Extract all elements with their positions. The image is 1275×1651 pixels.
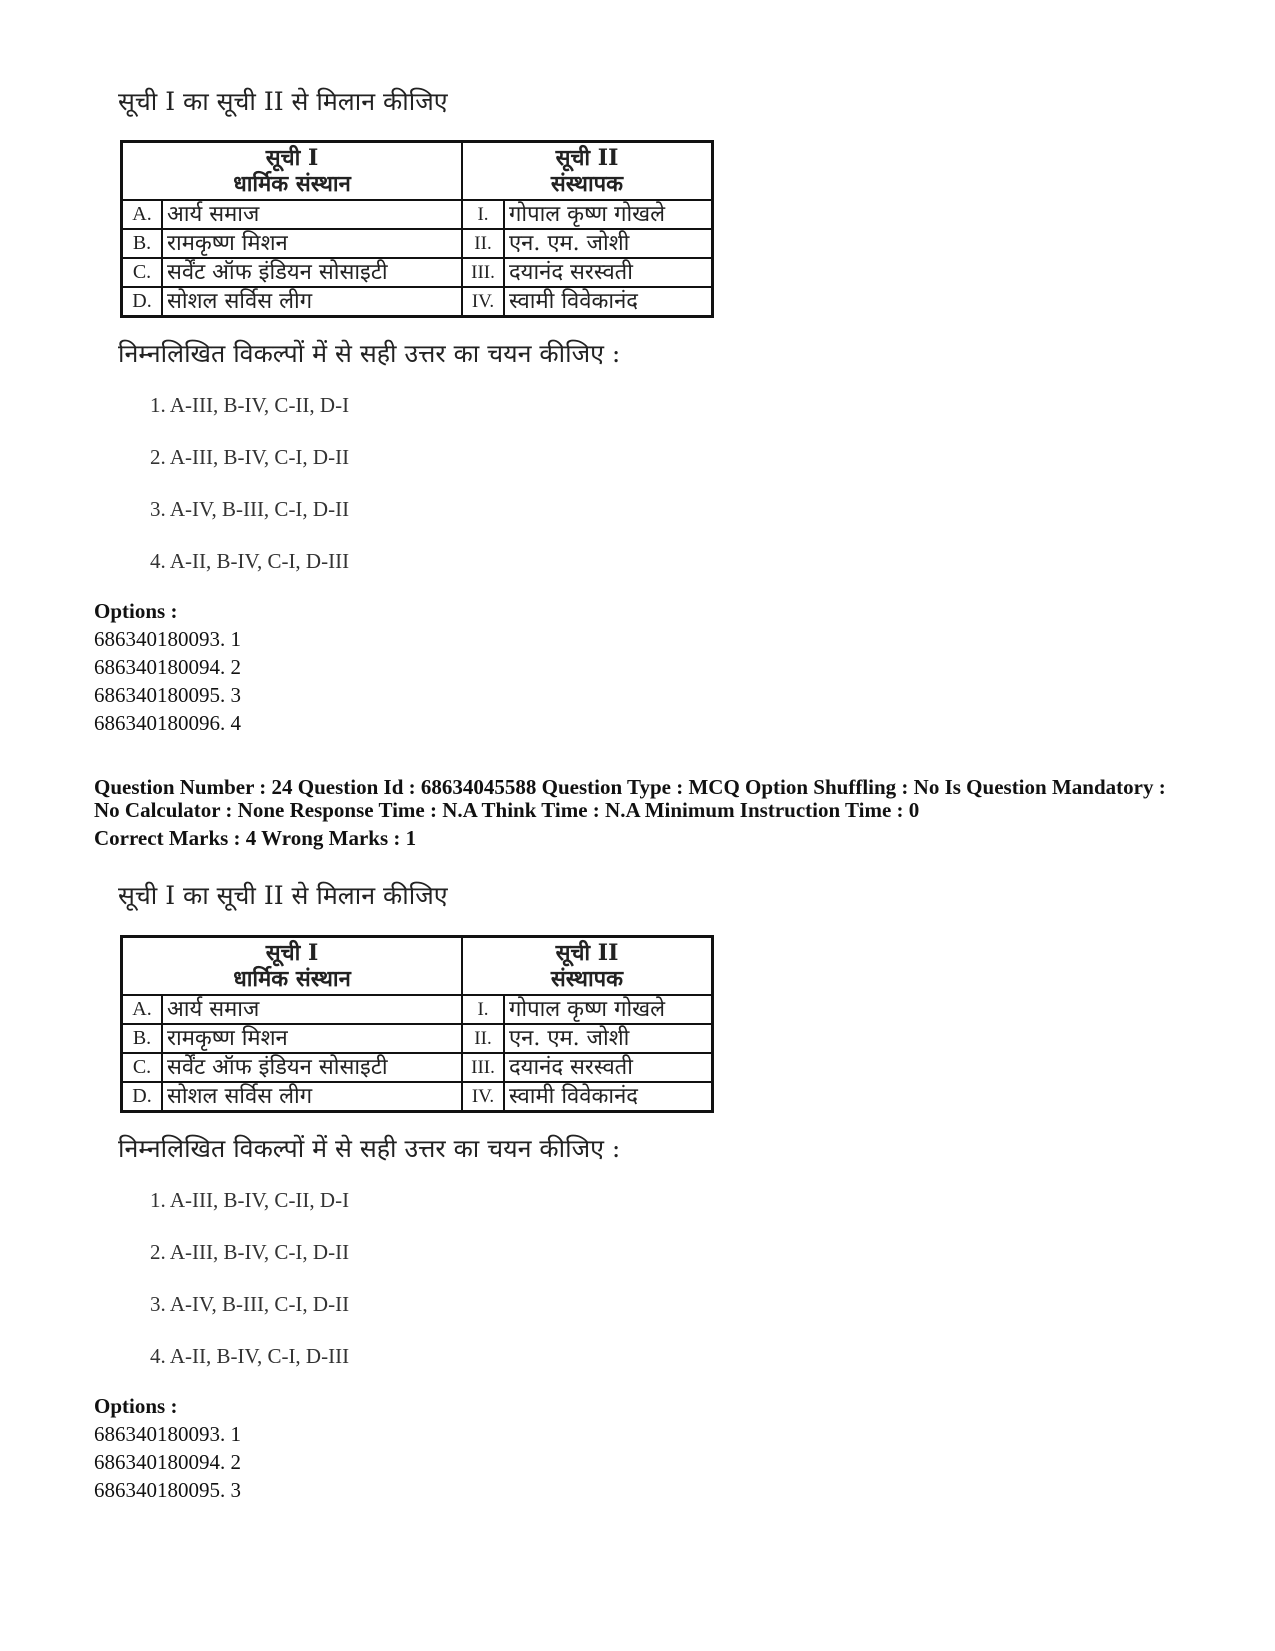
table-row — [122, 258, 713, 287]
list-1-title: सूची I — [265, 145, 319, 171]
row-label: A. — [122, 200, 163, 229]
choice-item: 2. A-III, B-IV, C-I, D-II — [150, 1240, 350, 1264]
list-1-title: सूची I — [265, 940, 319, 966]
row-label: C. — [122, 258, 163, 287]
list-1-subtitle: धार्मिक संस्थान — [233, 171, 351, 197]
question-marks-line: Correct Marks : 4 Wrong Marks : 1 — [94, 826, 417, 850]
row-text: सोशल सर्विस लीग — [162, 287, 462, 317]
question-intro: सूची I का सूची II से मिलान कीजिए — [118, 87, 448, 116]
row-text: सोशल सर्विस लीग — [162, 1082, 462, 1112]
list-1-header — [122, 937, 463, 996]
list-2-title: सूची II — [555, 940, 619, 966]
table-row — [122, 200, 713, 229]
table-header-row — [122, 142, 713, 201]
choice-item: 1. A-III, B-IV, C-II, D-I — [150, 393, 350, 417]
table-header-row — [122, 937, 713, 996]
choice-item: 3. A-IV, B-III, C-I, D-II — [150, 497, 350, 521]
row-label: II. — [462, 229, 504, 258]
row-label: III. — [462, 1053, 504, 1082]
row-label: II. — [462, 1024, 504, 1053]
row-label: III. — [462, 258, 504, 287]
row-text: गोपाल कृष्ण गोखले — [504, 200, 713, 229]
table-row — [122, 287, 713, 317]
option-line: 686340180093. 1 — [94, 627, 241, 651]
row-text: सर्वेंट ऑफ इंडियन सोसाइटी — [162, 258, 462, 287]
option-line: 686340180096. 4 — [94, 711, 241, 735]
option-line: 686340180094. 2 — [94, 1450, 241, 1474]
list-2-subtitle: संस्थापक — [550, 966, 624, 992]
row-text: दयानंद सरस्वती — [504, 258, 713, 287]
choice-item: 4. A-II, B-IV, C-I, D-III — [150, 1344, 350, 1368]
row-label: B. — [122, 1024, 163, 1053]
option-line: 686340180093. 1 — [94, 1422, 241, 1446]
table-row — [122, 1053, 713, 1082]
question-instruction: निम्नलिखित विकल्पों में से सही उत्तर का चयन कीजिए : — [118, 339, 621, 368]
row-text: स्वामी विवेकानंद — [504, 1082, 713, 1112]
row-label: D. — [122, 287, 163, 317]
question-intro: सूची I का सूची II से मिलान कीजिए — [118, 881, 448, 910]
row-text: दयानंद सरस्वती — [504, 1053, 713, 1082]
row-text: स्वामी विवेकानंद — [504, 287, 713, 317]
list-1-subtitle: धार्मिक संस्थान — [233, 966, 351, 992]
row-label: IV. — [462, 1082, 504, 1112]
row-label: B. — [122, 229, 163, 258]
row-label: IV. — [462, 287, 504, 317]
row-label: C. — [122, 1053, 163, 1082]
list-1-header — [122, 142, 463, 201]
row-text: सर्वेंट ऑफ इंडियन सोसाइटी — [162, 1053, 462, 1082]
options-label: Options : — [94, 1394, 178, 1418]
match-table — [120, 140, 714, 318]
row-text: आर्य समाज — [162, 995, 462, 1024]
row-text: एन. एम. जोशी — [504, 229, 713, 258]
option-line: 686340180095. 3 — [94, 1478, 241, 1502]
table-row — [122, 1024, 713, 1053]
row-text: गोपाल कृष्ण गोखले — [504, 995, 713, 1024]
options-label: Options : — [94, 599, 178, 623]
list-2-title: सूची II — [555, 145, 619, 171]
question-meta-line-1: Question Number : 24 Question Id : 68634045588 Question Type : MCQ Option Shuffling : No Is Question Mandatory : — [94, 775, 1166, 799]
list-2-header — [462, 142, 713, 201]
row-label: A. — [122, 995, 163, 1024]
row-label: I. — [462, 995, 504, 1024]
row-label: I. — [462, 200, 504, 229]
question-meta-line-2: No Calculator : None Response Time : N.A Think Time : N.A Minimum Instruction Time : 0 — [94, 798, 920, 822]
row-text: एन. एम. जोशी — [504, 1024, 713, 1053]
row-label: D. — [122, 1082, 163, 1112]
option-line: 686340180095. 3 — [94, 683, 241, 707]
choice-item: 3. A-IV, B-III, C-I, D-II — [150, 1292, 350, 1316]
table-row — [122, 229, 713, 258]
choice-item: 4. A-II, B-IV, C-I, D-III — [150, 549, 350, 573]
option-line: 686340180094. 2 — [94, 655, 241, 679]
table-row — [122, 1082, 713, 1112]
list-2-subtitle: संस्थापक — [550, 171, 624, 197]
row-text: रामकृष्ण मिशन — [162, 1024, 462, 1053]
choice-item: 2. A-III, B-IV, C-I, D-II — [150, 445, 350, 469]
match-table — [120, 935, 714, 1113]
question-instruction: निम्नलिखित विकल्पों में से सही उत्तर का चयन कीजिए : — [118, 1134, 621, 1163]
row-text: आर्य समाज — [162, 200, 462, 229]
list-2-header — [462, 937, 713, 996]
table-row — [122, 995, 713, 1024]
row-text: रामकृष्ण मिशन — [162, 229, 462, 258]
choice-item: 1. A-III, B-IV, C-II, D-I — [150, 1188, 350, 1212]
